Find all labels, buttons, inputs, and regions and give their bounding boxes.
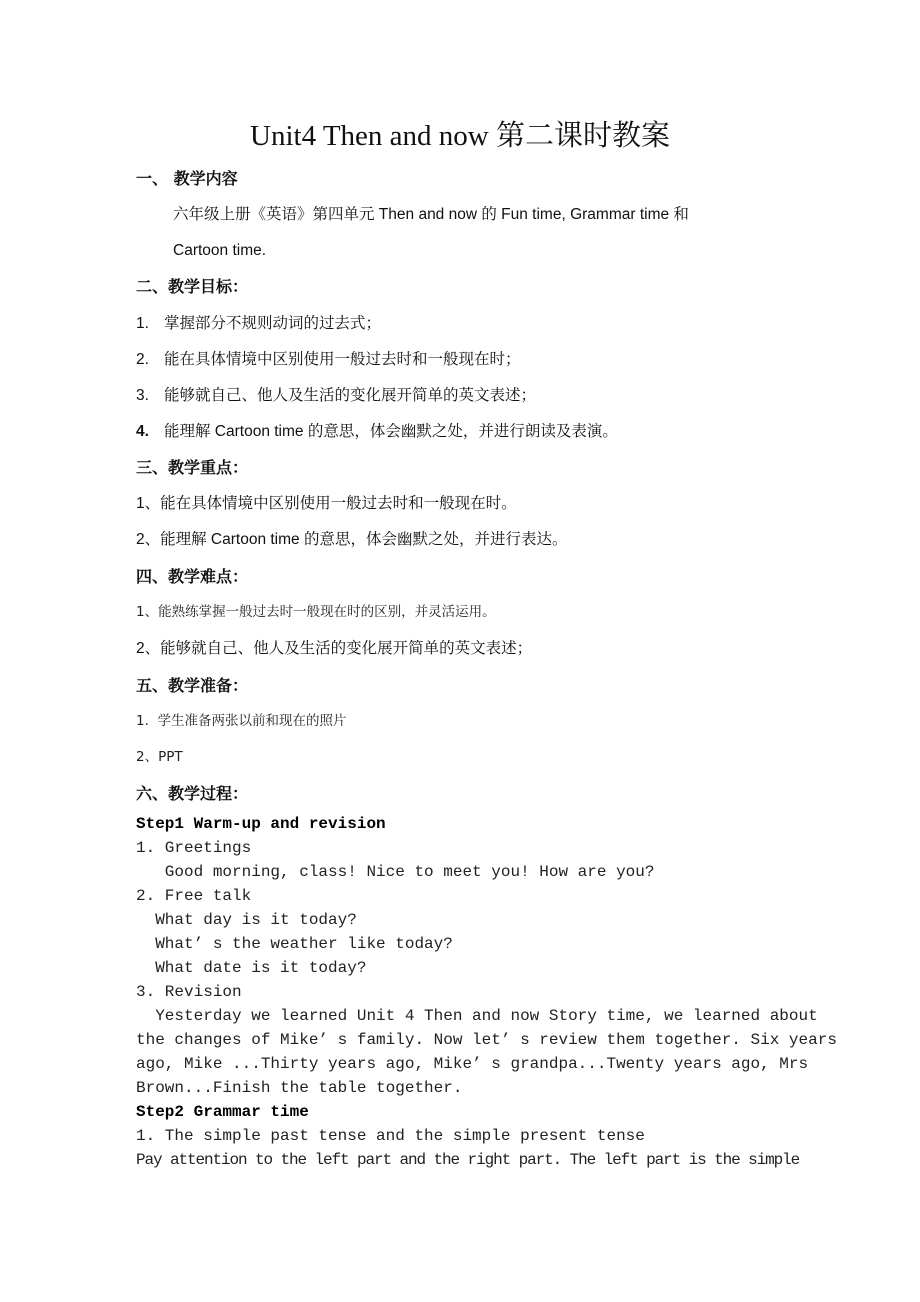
objective-item: 4. 能理解 Cartoon time 的意思，体会幽默之处，并进行朗读及表演。 — [136, 423, 618, 440]
step-heading: Step1 Warm-up and revision — [136, 815, 386, 833]
process-line: 3. Revision — [136, 983, 242, 1001]
process-line: Yesterday we learned Unit 4 Then and now Story time, we learned about — [136, 1007, 818, 1025]
preparation-item: 1. 学生准备两张以前和现在的照片 — [136, 713, 347, 729]
objective-item: 1. 掌握部分不规则动词的过去式； — [136, 315, 382, 332]
process-line: ago, Mike ...Thirty years ago, Mike’ s grandpa...Twenty years ago, Mrs — [136, 1055, 809, 1073]
key-point-item: 1、能在具体情境中区别使用一般过去时和一般现在时。 — [136, 495, 517, 512]
section-heading-preparation: 五、教学准备： — [136, 676, 249, 695]
section-heading-content: 一、 教学内容 — [136, 169, 238, 188]
page-title: Unit4 Then and now 第二课时教案 — [250, 120, 670, 152]
key-point-item: 2、能理解 Cartoon time 的意思，体会幽默之处，并进行表达。 — [136, 531, 568, 548]
process-line: 1. Greetings — [136, 839, 252, 857]
process-line: 2. Free talk — [136, 887, 252, 905]
process-line: Good morning, class! Nice to meet you! How are you? — [136, 863, 655, 881]
process-line: What day is it today? — [136, 911, 357, 929]
objective-item: 2. 能在具体情境中区别使用一般过去时和一般现在时； — [136, 351, 521, 368]
preparation-item: 2、PPT — [136, 749, 183, 765]
process-line: 1. The simple past tense and the simple present tense — [136, 1127, 645, 1145]
step-heading: Step2 Grammar time — [136, 1103, 309, 1121]
content-line: 六年级上册《英语》第四单元 Then and now 的 Fun time, Grammar time 和 — [173, 206, 689, 223]
objective-item: 3. 能够就自己、他人及生活的变化展开简单的英文表述； — [136, 387, 537, 404]
difficulty-item: 1、能熟练掌握一般过去时一般现在时的区别，并灵活运用。 — [136, 604, 496, 620]
process-line: the changes of Mike’ s family. Now let’ s review them together. Six years — [136, 1031, 837, 1049]
section-heading-key-points: 三、教学重点： — [136, 458, 249, 477]
process-line: What date is it today? — [136, 959, 367, 977]
section-heading-difficulties: 四、教学难点： — [136, 567, 249, 586]
section-heading-process: 六、教学过程： — [136, 784, 249, 803]
process-line: Pay attention to the left part and the right part. The left part is the simple — [136, 1151, 800, 1169]
content-line: Cartoon time. — [173, 242, 267, 259]
difficulty-item: 2、能够就自己、他人及生活的变化展开简单的英文表述； — [136, 640, 533, 657]
process-line: Brown...Finish the table together. — [136, 1079, 463, 1097]
process-line: What’ s the weather like today? — [136, 935, 453, 953]
section-heading-objectives: 二、教学目标： — [136, 277, 249, 296]
